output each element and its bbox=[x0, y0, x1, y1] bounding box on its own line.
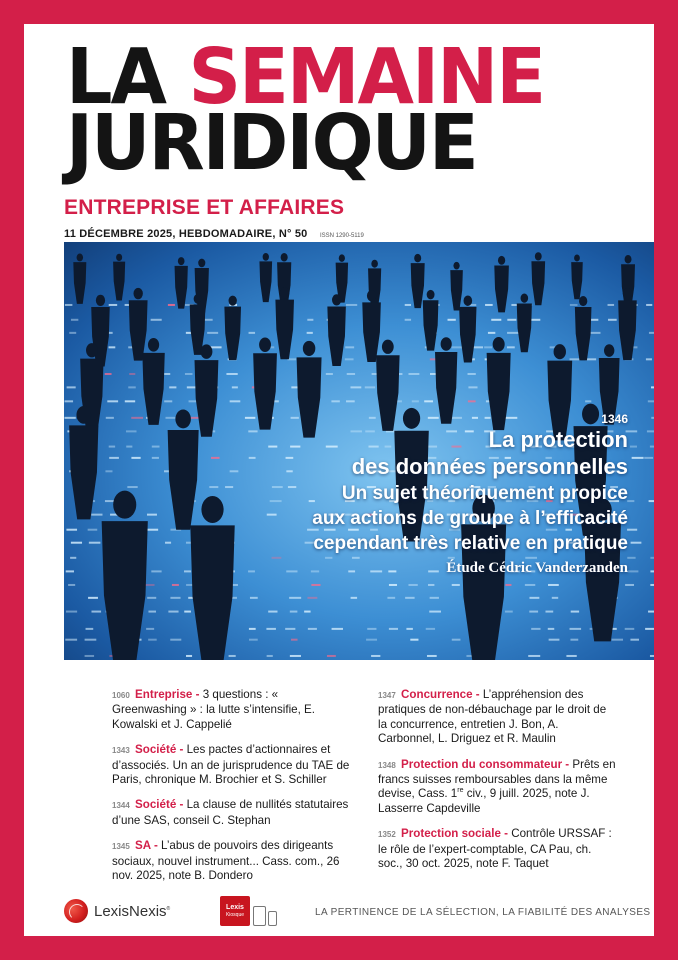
issue-line bbox=[64, 224, 364, 242]
toc-column-right bbox=[378, 688, 616, 882]
publisher-logo[interactable] bbox=[64, 899, 170, 923]
kiosque-label-1: Lexis bbox=[226, 904, 244, 911]
toc-separator: - bbox=[562, 757, 573, 771]
toc-item-text: 3 questions : « Greenwashing » : la lutte s’intensifie, E. Kowalski et J. Cappelié bbox=[112, 688, 315, 731]
cover-photo bbox=[64, 242, 654, 660]
toc-item-text-end: civ., 9 juill. 2025, note J. Lasserre Capdeville bbox=[378, 787, 590, 815]
phone-icon bbox=[268, 911, 277, 926]
cover-story-subtitle-2: aux actions de groupe à l’efficacité bbox=[312, 508, 628, 529]
toc-item-text: La clause de nullités statutaires d’une SAS, conseil C. Stephan bbox=[112, 798, 349, 827]
toc-item[interactable] bbox=[112, 743, 350, 787]
toc-item-category: Entreprise bbox=[135, 688, 193, 701]
toc-item-number: 1345 bbox=[112, 842, 130, 852]
toc-item-number: 1343 bbox=[112, 746, 130, 756]
cover-story-author: Étude Cédric Vanderzanden bbox=[446, 560, 628, 576]
toc-separator: - bbox=[150, 839, 162, 853]
toc-item-category: Société bbox=[135, 798, 177, 812]
tablet-icon bbox=[253, 906, 266, 926]
toc-item[interactable] bbox=[112, 839, 350, 883]
toc-item-text: Prêts en francs suisses remboursables dans la même devise, Cass. 1 bbox=[378, 757, 616, 801]
toc-item-category: Protection sociale bbox=[401, 827, 501, 841]
cover-story-subtitle-1: Un sujet théoriquement propice bbox=[341, 483, 628, 504]
toc-separator: - bbox=[500, 827, 512, 841]
lexis-kiosque-badge[interactable] bbox=[220, 896, 277, 926]
masthead-la: LA bbox=[66, 32, 166, 122]
toc-item-category: Société bbox=[135, 743, 177, 757]
toc-item-superscript: re bbox=[457, 787, 464, 795]
toc-item-category: Concurrence bbox=[401, 688, 473, 701]
toc-item-number: 1348 bbox=[378, 760, 396, 770]
toc-item[interactable] bbox=[112, 688, 350, 732]
masthead-juridique: JURIDIQUE bbox=[66, 98, 477, 188]
toc-item-text: L’abus de pouvoirs des dirigeants sociaux, nouvel instrument... Cass. com., 26 nov. 2025, note B. Dondero bbox=[112, 839, 340, 883]
toc-item-number: 1352 bbox=[378, 830, 396, 840]
toc-item[interactable] bbox=[112, 798, 350, 828]
publisher-name bbox=[94, 903, 170, 920]
toc-item[interactable] bbox=[378, 688, 616, 747]
cover-story-title-1: La protection bbox=[488, 427, 628, 452]
issue-date: 11 DÉCEMBRE 2025, HEBDOMADAIRE, N° 50 bbox=[64, 228, 308, 240]
issn: ISSN 1290-5119 bbox=[319, 233, 364, 239]
toc-item[interactable] bbox=[378, 758, 616, 817]
kiosque-label-2: Kiosque bbox=[225, 912, 245, 918]
cover-story-subtitle-3: cependant très relative en pratique bbox=[313, 533, 628, 554]
toc-item-category: SA bbox=[135, 839, 151, 853]
toc-item-category: Protection du consommateur bbox=[401, 757, 563, 771]
tagline: LA PERTINENCE DE LA SÉLECTION, LA FIABILITÉ DES ANALYSES bbox=[315, 907, 651, 918]
cover-story-number: 1346 bbox=[601, 412, 628, 426]
registered-mark: ® bbox=[166, 905, 171, 912]
cover-story-title-2: des données personnelles bbox=[351, 454, 628, 479]
masthead-semaine: SEMAINE bbox=[188, 32, 545, 122]
edition-title: ENTREPRISE ET AFFAIRES bbox=[64, 196, 345, 219]
toc-separator: - bbox=[192, 688, 203, 701]
toc-item[interactable] bbox=[378, 827, 616, 871]
lexisnexis-logo-icon bbox=[64, 899, 88, 923]
toc-item-number: 1344 bbox=[112, 801, 130, 811]
toc-item-text: Contrôle URSSAF : le rôle de l’expert-comptable, CA Pau, ch. soc., 30 oct. 2025, note F. Taquet bbox=[378, 827, 612, 871]
publisher-wordmark: LexisNexis bbox=[94, 902, 167, 920]
toc-separator: - bbox=[472, 688, 483, 701]
toc-separator: - bbox=[176, 743, 187, 757]
toc-item-number: 1060 bbox=[112, 691, 130, 700]
cover-story[interactable] bbox=[312, 412, 628, 577]
masthead bbox=[66, 32, 545, 188]
toc-item-number: 1347 bbox=[378, 691, 396, 700]
toc-separator: - bbox=[176, 798, 187, 812]
toc-item-text: L’appréhension des pratiques de non-débauchage par le droit de la concurrence, entretien J. Bon, A. Carbonnel, L. Driguez et R. Maulin bbox=[378, 688, 607, 746]
toc-item-text: Les pactes d’actionnaires et d’associés. Un an de jurisprudence du TAE de Paris, chronique M. Brochier et S. Schiller bbox=[112, 743, 350, 787]
toc-column-left bbox=[112, 688, 350, 894]
cover-page bbox=[24, 24, 654, 936]
kiosque-icon bbox=[220, 896, 250, 926]
